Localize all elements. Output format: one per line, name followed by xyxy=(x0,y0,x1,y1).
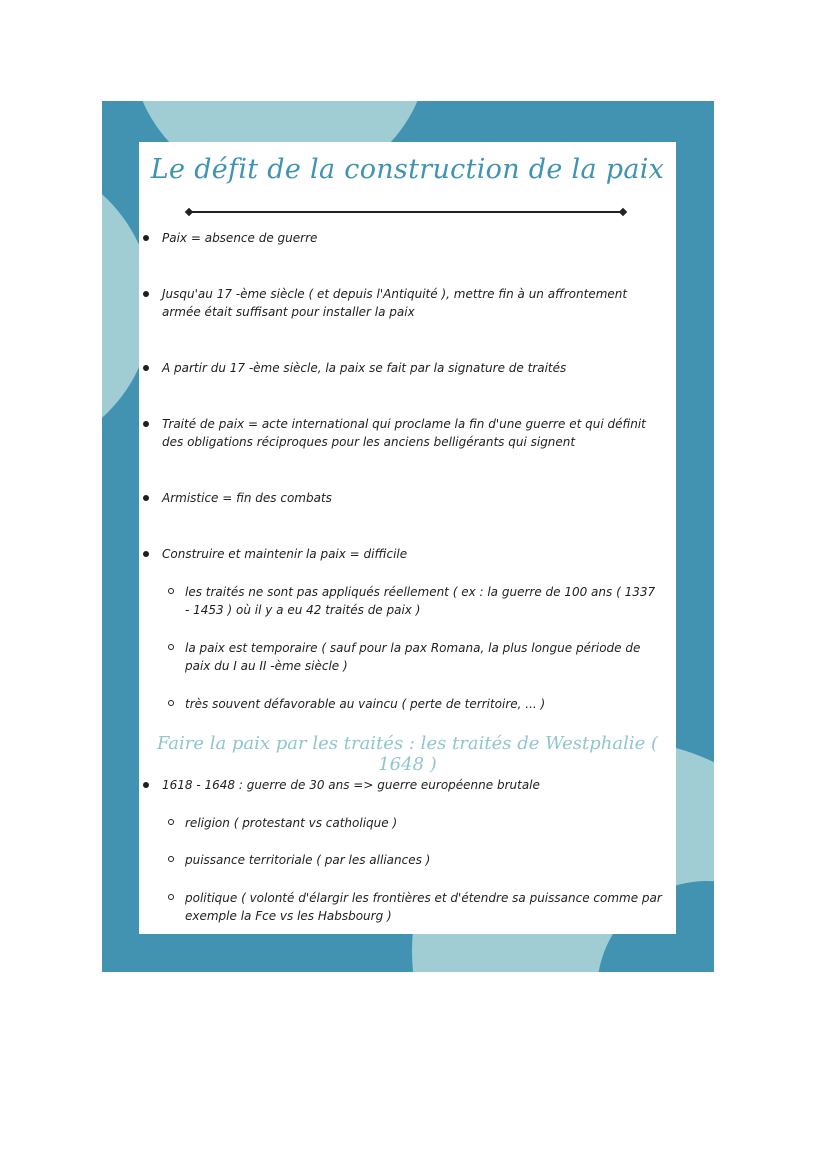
sub-list-item xyxy=(185,583,663,619)
sub-list-item-text: politique ( volonté d'élargir les frontières et d'étendre sa puissance comme par exemple la Fce vs les Habsbourg ) xyxy=(185,891,662,923)
sub-list-item xyxy=(185,639,663,675)
title-divider xyxy=(189,211,623,213)
sub-list-item-text: très souvent défavorable au vaincu ( perte de territoire, ... ) xyxy=(185,697,546,711)
list-item-text: Paix = absence de guerre xyxy=(162,231,318,245)
list-item-text: Traité de paix = acte international qui proclame la fin d'une guerre et qui définit des obligations réciproques pour les anciens belligérants qui signent xyxy=(162,417,646,449)
list-item xyxy=(162,489,662,507)
list-item xyxy=(162,415,662,451)
list-item xyxy=(162,359,662,377)
bullet-circle xyxy=(168,644,174,650)
bullet-circle xyxy=(168,819,174,825)
sub-list-item-text: religion ( protestant vs catholique ) xyxy=(185,816,398,830)
list-item-text: 1618 - 1648 : guerre de 30 ans => guerre européenne brutale xyxy=(162,778,540,792)
bullet-dot xyxy=(143,365,149,371)
sub-list-item xyxy=(185,889,663,925)
list-item-text: Armistice = fin des combats xyxy=(162,491,332,505)
bullet-circle xyxy=(168,588,174,594)
bullet-dot xyxy=(143,291,149,297)
bullet-dot xyxy=(143,235,149,241)
bullet-dot xyxy=(143,782,149,788)
list-item xyxy=(162,776,662,794)
page-title: Le défit de la construction de la paix xyxy=(150,154,665,185)
sub-list-item xyxy=(185,695,663,713)
list-item xyxy=(162,285,662,321)
sub-list-item-text: les traités ne sont pas appliqués réellement ( ex : la guerre de 100 ans ( 1337 - 1453 ) où il y a eu 42 traités de paix ) xyxy=(185,585,656,617)
content-sheet xyxy=(139,142,676,934)
bullet-circle xyxy=(168,856,174,862)
bullet-dot xyxy=(143,421,149,427)
bullet-dot xyxy=(143,551,149,557)
sub-list-item xyxy=(185,851,663,869)
list-item-text: Jusqu'au 17 -ème siècle ( et depuis l'Antiquité ), mettre fin à un affrontement armée était suffisant pour installer la paix xyxy=(162,287,628,319)
sub-list-item-text: la paix est temporaire ( sauf pour la pax Romana, la plus longue période de paix du I au II -ème siècle ) xyxy=(185,641,641,673)
bullet-circle xyxy=(168,700,174,706)
list-item-text: Construire et maintenir la paix = difficile xyxy=(162,547,408,561)
list-item-text: A partir du 17 -ème siècle, la paix se fait par la signature de traités xyxy=(162,361,567,375)
sub-list-item-text: puissance territoriale ( par les alliances ) xyxy=(185,853,431,867)
sub-list-item xyxy=(185,814,663,832)
list-item xyxy=(162,229,662,247)
list-item xyxy=(162,545,662,563)
bullet-dot xyxy=(143,495,149,501)
bullet-circle xyxy=(168,894,174,900)
section-title: Faire la paix par les traités : les traités de Westphalie ( 1648 ) xyxy=(156,733,659,775)
